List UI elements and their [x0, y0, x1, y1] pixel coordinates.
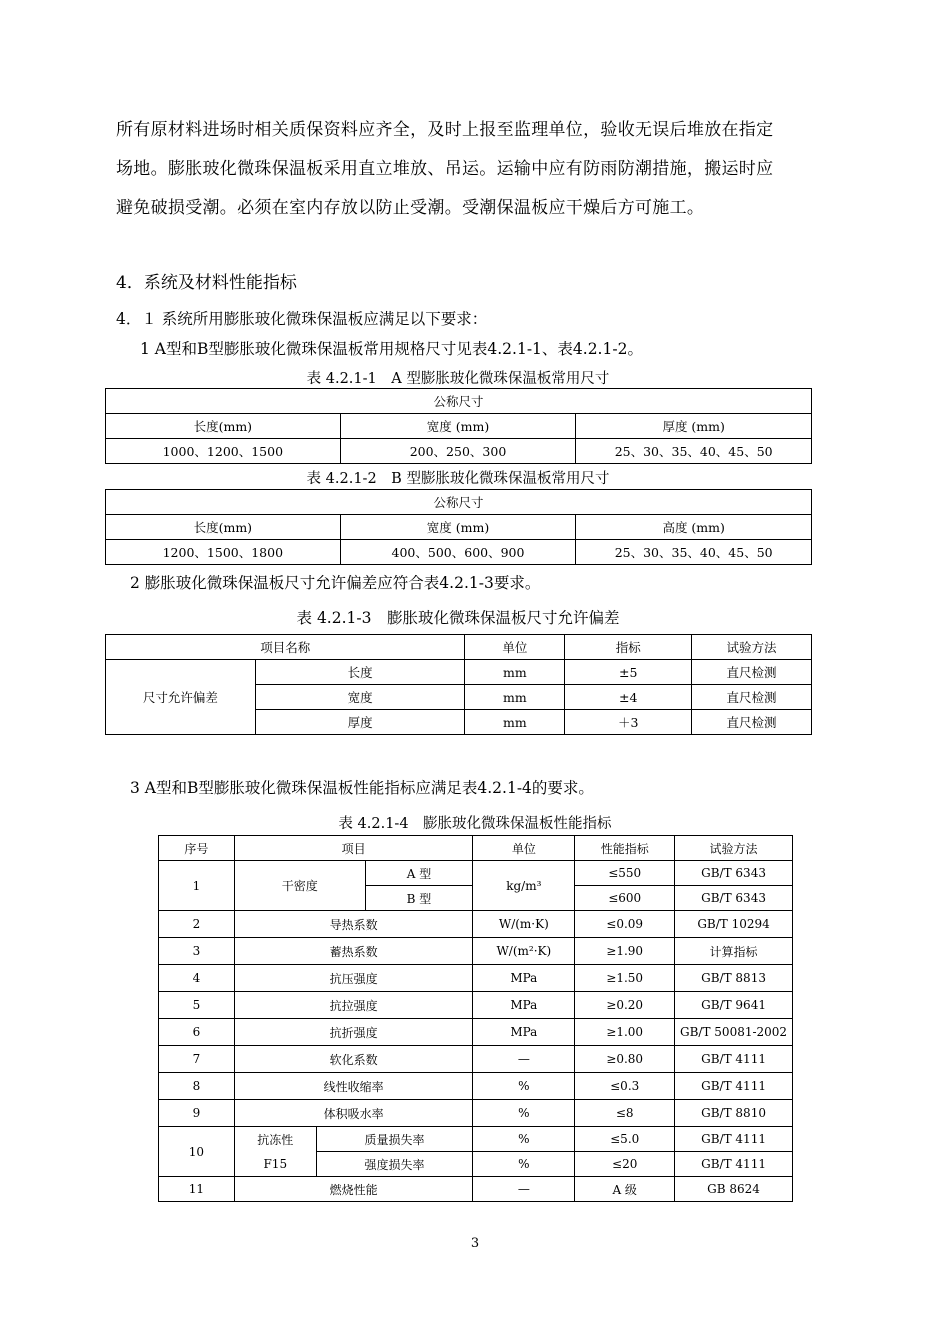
table4-row-method: GB/T 10294: [675, 911, 793, 938]
table4-row-subtype: B 型: [365, 886, 473, 911]
table1-value-width: 200、250、300: [340, 439, 576, 464]
table4-header-no: 序号: [159, 836, 235, 861]
table3-row-name: 厚度: [255, 710, 465, 735]
table4-row-no: 7: [159, 1046, 235, 1073]
table4-row-no: 2: [159, 911, 235, 938]
table4-row-no: 3: [159, 938, 235, 965]
table4-row-no: 9: [159, 1100, 235, 1127]
table1-header-width: 宽度 (mm): [340, 414, 576, 439]
table4-row-unit: MPa: [473, 965, 575, 992]
table4-row-method: GB/T 50081-2002: [675, 1019, 793, 1046]
table4-row-item: 线性收缩率: [234, 1073, 473, 1100]
table4-row-unit: —: [473, 1177, 575, 1202]
table1-value-length: 1000、1200、1500: [106, 439, 341, 464]
table4-row-frost-grade: F15: [234, 1152, 316, 1177]
table4-row-method: GB/T 6343: [675, 861, 793, 886]
table1-header-length: 长度(mm): [106, 414, 341, 439]
table4-row-value: ≥0.80: [575, 1046, 675, 1073]
table2-group-header: 公称尺寸: [106, 490, 812, 515]
table4-row-frost-label: 抗冻性: [234, 1127, 316, 1152]
table4-row-no: 11: [159, 1177, 235, 1202]
table2-value-width: 400、500、600、900: [340, 540, 576, 565]
table2-header-length: 长度(mm): [106, 515, 341, 540]
table3-row-unit: mm: [465, 685, 565, 710]
table3-header-value: 指标: [565, 635, 692, 660]
table4-row-method: GB/T 9641: [675, 992, 793, 1019]
table-4-2-1-4: [158, 835, 793, 1202]
table4-row-method: GB/T 6343: [675, 886, 793, 911]
table4-row-no: 8: [159, 1073, 235, 1100]
table4-row-value: ≤600: [575, 886, 675, 911]
intro-line: 场地。膨胀玻化微珠保温板采用直立堆放、吊运。运输中应有防雨防潮措施，搬运时应: [116, 159, 774, 179]
intro-line: 所有原材料进场时相关质保资料应齐全，及时上报至监理单位，验收无误后堆放在指定: [116, 120, 774, 140]
table4-row-unit: %: [473, 1073, 575, 1100]
table3-row-unit: mm: [465, 660, 565, 685]
table4-row-item: 体积吸水率: [234, 1100, 473, 1127]
table4-row-value: ≥1.00: [575, 1019, 675, 1046]
table4-caption: 表 4.2.1-4 膨胀玻化微珠保温板性能指标: [338, 816, 612, 832]
table4-row-unit: W/(m·K): [473, 911, 575, 938]
table4-row-unit: %: [473, 1100, 575, 1127]
table4-row-item: 抗拉强度: [234, 992, 473, 1019]
table-4-2-1-3: [105, 634, 812, 735]
table4-row-method: GB 8624: [675, 1177, 793, 1202]
table4-row-unit: W/(m²·K): [473, 938, 575, 965]
table4-row-unit: kg/m³: [473, 861, 575, 911]
item-3: 3 A型和B型膨胀玻化微珠保温板性能指标应满足表4.2.1-4的要求。: [130, 779, 594, 797]
table4-row-no: 4: [159, 965, 235, 992]
table4-row-item: 导热系数: [234, 911, 473, 938]
table4-row-item: 质量损失率: [316, 1127, 473, 1152]
table1-caption: 表 4.2.1-1 A 型膨胀玻化微珠保温板常用尺寸: [306, 371, 610, 387]
table4-row-value: ≥1.90: [575, 938, 675, 965]
page-number: 3: [470, 1236, 480, 1251]
table4-row-unit: MPa: [473, 992, 575, 1019]
table4-row-unit: MPa: [473, 1019, 575, 1046]
table4-row-item: 抗压强度: [234, 965, 473, 992]
table4-row-value: ≤8: [575, 1100, 675, 1127]
table4-header-value: 性能指标: [575, 836, 675, 861]
table3-row-unit: mm: [465, 710, 565, 735]
table4-row-value: A 级: [575, 1177, 675, 1202]
table3-row-name: 长度: [255, 660, 465, 685]
table3-header-method: 试验方法: [692, 635, 812, 660]
table4-row-item: 干密度: [234, 861, 365, 911]
table3-caption: 表 4.2.1-3 膨胀玻化微珠保温板尺寸允许偏差: [296, 609, 620, 627]
table4-row-value: ≥0.20: [575, 992, 675, 1019]
table4-row-method: GB/T 4111: [675, 1073, 793, 1100]
table3-group-label: 尺寸允许偏差: [106, 660, 256, 735]
table3-row-value: ±5: [565, 660, 692, 685]
table4-row-method: GB/T 4111: [675, 1127, 793, 1152]
table3-row-method: 直尺检测: [692, 710, 812, 735]
table4-header-unit: 单位: [473, 836, 575, 861]
table3-header-unit: 单位: [465, 635, 565, 660]
table4-row-value: ≤0.09: [575, 911, 675, 938]
table2-value-height: 25、30、35、40、45、50: [576, 540, 812, 565]
table4-row-value: ≤550: [575, 861, 675, 886]
table4-row-unit: %: [473, 1127, 575, 1152]
table4-row-item: 蓄热系数: [234, 938, 473, 965]
table4-row-method: GB/T 8813: [675, 965, 793, 992]
table3-row-value: ±4: [565, 685, 692, 710]
table4-row-item: 抗折强度: [234, 1019, 473, 1046]
table-4-2-1-1: [105, 388, 812, 464]
item-2: 2 膨胀玻化微珠保温板尺寸允许偏差应符合表4.2.1-3要求。: [130, 574, 541, 592]
table4-row-item: 燃烧性能: [234, 1177, 473, 1202]
table4-row-no: 10: [159, 1127, 235, 1177]
table4-row-method: GB/T 4111: [675, 1046, 793, 1073]
table2-caption: 表 4.2.1-2 B 型膨胀玻化微珠保温板常用尺寸: [306, 471, 610, 487]
table4-row-item: 强度损失率: [316, 1152, 473, 1177]
table4-row-value: ≤20: [575, 1152, 675, 1177]
table4-row-no: 5: [159, 992, 235, 1019]
table3-row-method: 直尺检测: [692, 685, 812, 710]
table4-header-item: 项目: [234, 836, 473, 861]
section-heading: 4．系统及材料性能指标: [116, 273, 297, 293]
table3-header-name: 项目名称: [106, 635, 465, 660]
table3-row-name: 宽度: [255, 685, 465, 710]
table3-row-method: 直尺检测: [692, 660, 812, 685]
table4-row-value: ≤0.3: [575, 1073, 675, 1100]
table3-row-value: ＋3: [565, 710, 692, 735]
table4-row-unit: %: [473, 1152, 575, 1177]
intro-paragraph: [116, 111, 846, 228]
table1-header-thickness: 厚度 (mm): [576, 414, 812, 439]
table4-row-no: 1: [159, 861, 235, 911]
table4-row-value: ≥1.50: [575, 965, 675, 992]
table4-row-unit: —: [473, 1046, 575, 1073]
table4-row-no: 6: [159, 1019, 235, 1046]
item-1: 1 A型和B型膨胀玻化微珠保温板常用规格尺寸见表4.2.1-1、表4.2.1-2。: [140, 340, 643, 358]
table4-row-subtype: A 型: [365, 861, 473, 886]
table4-row-item: 软化系数: [234, 1046, 473, 1073]
clause-4-1: 4．１ 系统所用膨胀玻化微珠保温板应满足以下要求：: [116, 310, 488, 328]
intro-line: 避免破损受潮。必须在室内存放以防止受潮。受潮保温板应干燥后方可施工。: [116, 198, 705, 218]
table2-header-height: 高度 (mm): [576, 515, 812, 540]
table2-value-length: 1200、1500、1800: [106, 540, 341, 565]
table1-group-header: 公称尺寸: [106, 389, 812, 414]
table1-value-thickness: 25、30、35、40、45、50: [576, 439, 812, 464]
table4-header-method: 试验方法: [675, 836, 793, 861]
table4-row-value: ≤5.0: [575, 1127, 675, 1152]
table4-row-method: GB/T 8810: [675, 1100, 793, 1127]
table4-row-method: GB/T 4111: [675, 1152, 793, 1177]
table4-row-method: 计算指标: [675, 938, 793, 965]
table-4-2-1-2: [105, 489, 812, 565]
table2-header-width: 宽度 (mm): [340, 515, 576, 540]
